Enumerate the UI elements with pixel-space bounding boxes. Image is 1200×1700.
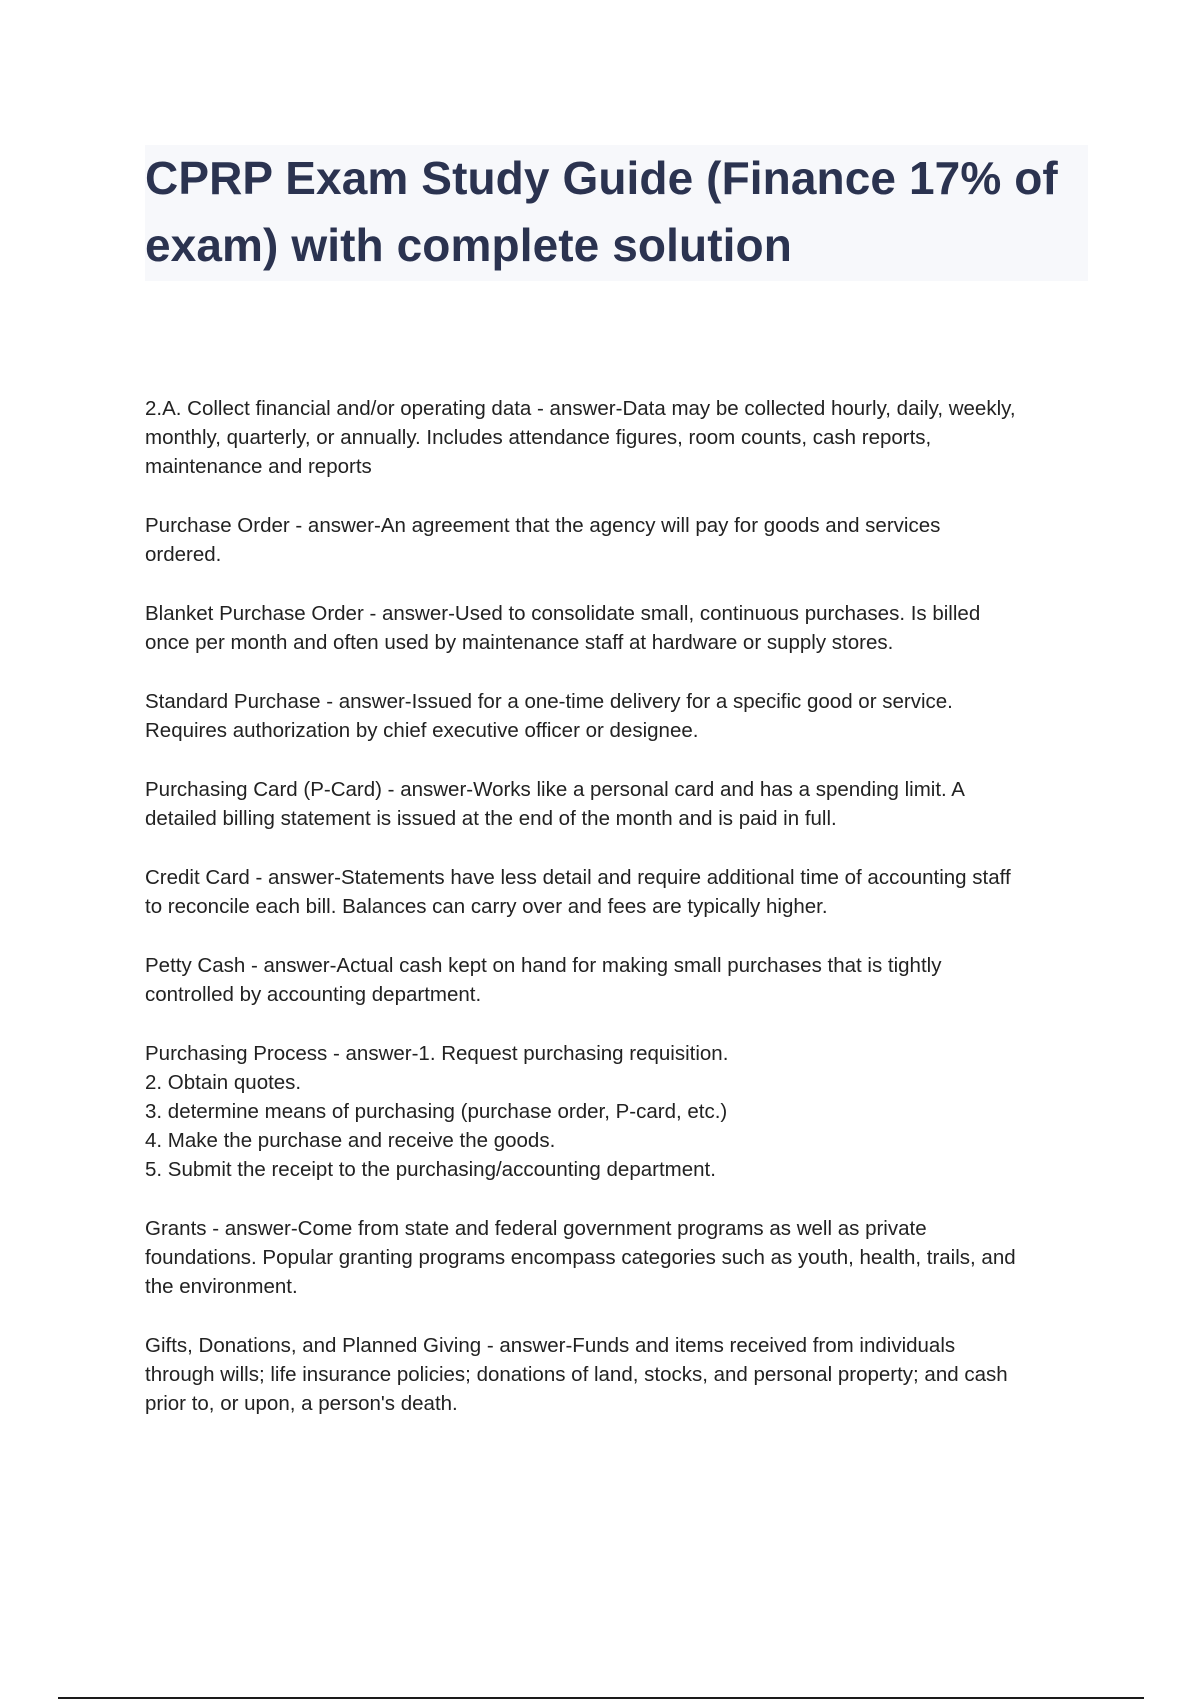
- entry-line: Petty Cash - answer-Actual cash kept on hand for making small purchases that is tightly: [145, 954, 942, 977]
- entry-line: 3. determine means of purchasing (purchase order, P-card, etc.): [145, 1100, 728, 1123]
- entry-line: 5. Submit the receipt to the purchasing/accounting department.: [145, 1158, 716, 1181]
- study-guide-content: [145, 394, 1095, 1448]
- page-bottom-rule: [58, 1697, 1144, 1699]
- entry-line: 2. Obtain quotes.: [145, 1071, 302, 1094]
- entry-line: through wills; life insurance policies; donations of land, stocks, and personal property; and cash: [145, 1363, 1008, 1386]
- title-banner: [145, 145, 1088, 281]
- entry-line: detailed billing statement is issued at the end of the month and is paid in full.: [145, 807, 837, 830]
- entry-line: Credit Card - answer-Statements have less detail and require additional time of accounting staff: [145, 866, 1011, 889]
- entry-line: Gifts, Donations, and Planned Giving - answer-Funds and items received from individuals: [145, 1334, 956, 1357]
- entry-line: monthly, quarterly, or annually. Includes attendance figures, room counts, cash reports,: [145, 426, 932, 449]
- entry-line: the environment.: [145, 1275, 298, 1298]
- qa-entry: [145, 1039, 1095, 1184]
- entry-line: 4. Make the purchase and receive the goods.: [145, 1129, 556, 1152]
- page-title-line: exam) with complete solution: [145, 219, 792, 271]
- entry-line: Grants - answer-Come from state and federal government programs as well as private: [145, 1217, 927, 1240]
- page-title-line: CPRP Exam Study Guide (Finance 17% of: [145, 152, 1058, 204]
- qa-entry: [145, 1214, 1095, 1301]
- entry-line: Purchase Order - answer-An agreement that the agency will pay for goods and services: [145, 514, 941, 537]
- qa-entry: [145, 951, 1095, 1009]
- entry-line: Standard Purchase - answer-Issued for a one-time delivery for a specific good or service.: [145, 690, 953, 713]
- entry-line: 2.A. Collect financial and/or operating data - answer-Data may be collected hourly, daily, weekly,: [145, 397, 1016, 420]
- qa-entry: [145, 863, 1095, 921]
- entry-line: maintenance and reports: [145, 455, 372, 478]
- qa-entry: [145, 394, 1095, 481]
- entry-line: Purchasing Card (P-Card) - answer-Works like a personal card and has a spending limit. A: [145, 778, 965, 801]
- entry-line: Blanket Purchase Order - answer-Used to consolidate small, continuous purchases. Is billed: [145, 602, 981, 625]
- entry-line: foundations. Popular granting programs encompass categories such as youth, health, trails, and: [145, 1246, 1016, 1269]
- entry-line: Requires authorization by chief executive officer or designee.: [145, 719, 699, 742]
- entry-line: ordered.: [145, 543, 222, 566]
- entry-line: to reconcile each bill. Balances can carry over and fees are typically higher.: [145, 895, 828, 918]
- qa-entry: [145, 775, 1095, 833]
- qa-entry: [145, 687, 1095, 745]
- qa-entry: [145, 511, 1095, 569]
- qa-entry: [145, 1331, 1095, 1418]
- entry-line: prior to, or upon, a person's death.: [145, 1392, 458, 1415]
- page-title: [145, 145, 1088, 279]
- entry-line: Purchasing Process - answer-1. Request purchasing requisition.: [145, 1042, 729, 1065]
- qa-entry: [145, 599, 1095, 657]
- entry-line: controlled by accounting department.: [145, 983, 482, 1006]
- entry-line: once per month and often used by maintenance staff at hardware or supply stores.: [145, 631, 894, 654]
